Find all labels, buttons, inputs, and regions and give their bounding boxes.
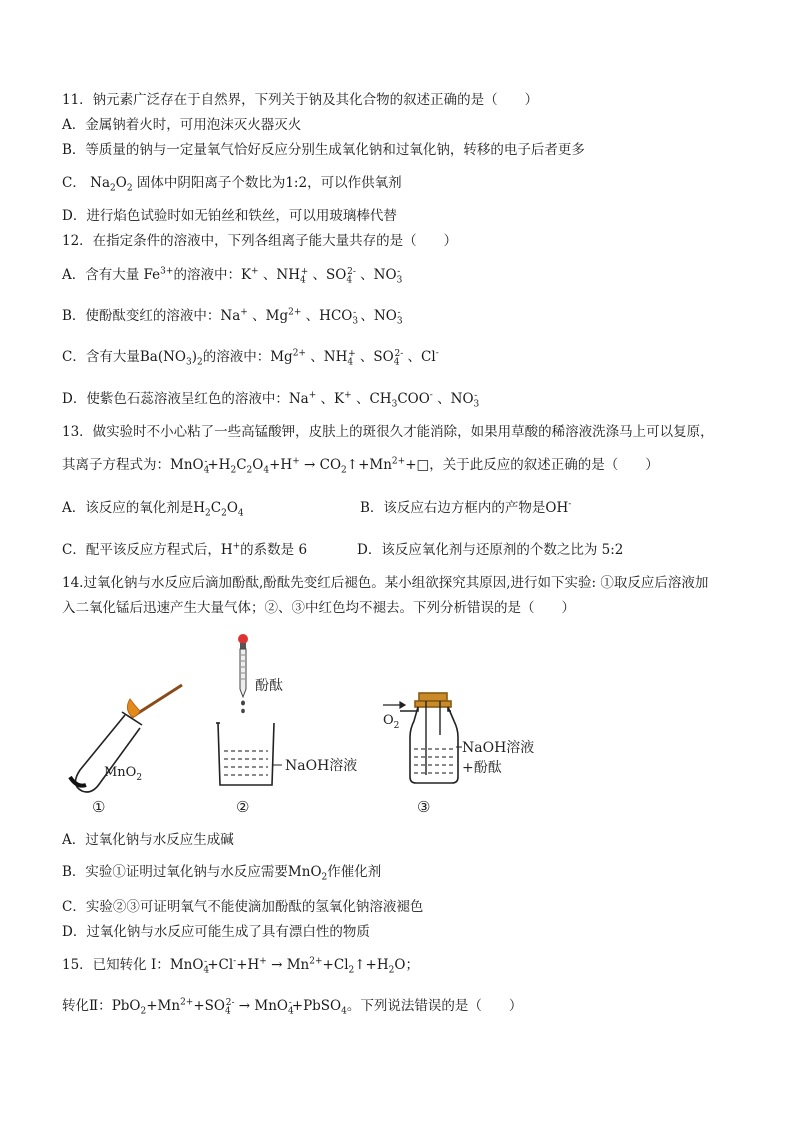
experiment-3-number: ③ bbox=[417, 798, 431, 816]
q13-option-c: C．配平该反应方程式后，H+的系数是 6 bbox=[62, 541, 308, 558]
oxygen-label: $O_2$ bbox=[383, 713, 400, 731]
mno2-label: MnO$_2$ bbox=[104, 765, 143, 783]
q12-d-prefix: D．使紫色石蕊溶液呈红色的溶液中： bbox=[62, 391, 289, 407]
q14-option-d: D．过氧化钠与水反应可能生成了具有漂白性的物质 bbox=[62, 924, 370, 940]
q11-c-text: 固体中阴阳离子个数比为1:2，可以作供氧剂 bbox=[136, 175, 402, 191]
q12-a-mid: 的溶液中： bbox=[173, 267, 241, 283]
q11-option-a: A．金属钠着火时，可用泡沫灭火器灭火 bbox=[62, 117, 302, 133]
q15-line2-suffix: 。下列说法错误的是（ ） bbox=[346, 998, 523, 1014]
naoh-label-2: NaOH溶液 bbox=[285, 758, 358, 774]
experiment-2-number: ② bbox=[236, 798, 250, 816]
q13-stem-line1: 13．做实验时不小心粘了一些高锰酸钾，皮肤上的斑很久才能消除，如果用草酸的稀溶液洗涤马上可以复原， bbox=[62, 424, 714, 440]
gas-bottle-diagram bbox=[400, 693, 462, 783]
q12-option-b: B．使酚酞变红的溶液中：Na+ 、$Mg^{2+}$ 、$HCO_3^-$ 、$NO_3^-$ bbox=[62, 307, 403, 327]
q13-a-prefix: A．该反应的氧化剂是 bbox=[62, 500, 194, 516]
gas-arrow-icon bbox=[383, 702, 405, 708]
beaker-diagram bbox=[216, 723, 282, 785]
q13-c-prefix: C．配平该反应方程式后， bbox=[62, 542, 221, 558]
q13-option-d: D．该反应氧化剂与还原剂的个数之比为 5:2 bbox=[357, 542, 624, 558]
q13-b-prefix: B．该反应右边方框内的产物是 bbox=[360, 500, 546, 516]
q14-b-suffix: 作催化剂 bbox=[327, 864, 382, 880]
q12-stem: 12．在指定条件的溶液中，下列各组离子能大量共存的是（ ） bbox=[62, 233, 458, 249]
q12-option-c: C．含有大量$Ba(NO_3)_2$的溶液中：$Mg^{2+}$ 、$NH_4^+$ 、$SO_4^{2-}$ 、Cl- bbox=[62, 348, 439, 368]
phenolphthalein-label: 酚酞 bbox=[255, 678, 283, 694]
experiment-1-number: ① bbox=[92, 798, 106, 816]
q13-option-a: A．该反应的氧化剂是$H_2C_2O_4$ bbox=[62, 500, 244, 519]
q13-stem-prefix: 其离子方程式为： bbox=[62, 457, 170, 473]
q15-line2: 转化Ⅱ：$PbO_2+Mn^{2+}+SO_4^{2-}$ → MnO$_4$-+PbSO$_4$。下列说法错误的是（ ） bbox=[62, 997, 523, 1017]
q15-line1-prefix: 15．已知转化 I： bbox=[62, 957, 170, 973]
q11-option-c: C． $Na_2O_2$ 固体中阴阳离子个数比为1:2，可以作供氧剂 bbox=[62, 175, 402, 194]
q12-option-d: D．使紫色石蕊溶液呈红色的溶液中：Na+ 、K+ 、$CH_3COO^-$ 、$NO_3^-$ bbox=[62, 390, 480, 410]
q14-option-a: A．过氧化钠与水反应生成碱 bbox=[62, 832, 234, 848]
q15-line2-prefix: 转化Ⅱ： bbox=[62, 998, 112, 1014]
q13-option-b: B．该反应右边方框内的产物是OH- bbox=[360, 499, 572, 516]
q11-c-prefix: C． bbox=[62, 175, 86, 191]
dropper-icon bbox=[238, 634, 248, 713]
q11-stem: 11．钠元素广泛存在于自然界，下列关于钠及其化合物的叙述正确的是（ ） bbox=[62, 92, 539, 108]
q12-b-prefix: B．使酚酞变红的溶液中： bbox=[62, 308, 221, 324]
q12-c-mid: 的溶液中： bbox=[202, 349, 271, 365]
q14-option-c: C．实验②③可证明氧气不能使滴加酚酞的氢氧化钠溶液褪色 bbox=[62, 899, 424, 915]
q12-a-prefix: A．含有大量 bbox=[62, 267, 140, 283]
q13-stem-line2: 其离子方程式为：$MnO_4^-+H_2C_2O_4+H^+$ → $CO_2↑+Mn^{2+}+□$，关于此反应的叙述正确的是（ ） bbox=[62, 456, 659, 476]
q14-option-b: B．实验①证明过氧化钠与水反应需要MnO$_2$作催化剂 bbox=[62, 864, 382, 883]
q13-stem-suffix: ，关于此反应的叙述正确的是（ ） bbox=[429, 457, 659, 473]
q14-experiment-figure bbox=[0, 625, 794, 825]
q13-c-suffix: 的系数是 6 bbox=[240, 542, 308, 558]
q14-stem-line1: 14.过氧化钠与水反应后滴加酚酞,酚酞先变红后褪色。某小组欲探究其原因,进行如下实验: ①取反应后溶液加 bbox=[62, 575, 709, 591]
q15-line1-suffix: ； bbox=[405, 957, 419, 973]
q14-b-prefix: B．实验①证明过氧化钠与水反应需要 bbox=[62, 864, 288, 880]
q11-option-b: B．等质量的钠与一定量氧气恰好反应分别生成氧化钠和过氧化钠，转移的电子后者更多 bbox=[62, 142, 585, 158]
q12-c-prefix: C．含有大量 bbox=[62, 349, 140, 365]
q14-stem-line2: 入二氧化锰后迅速产生大量气体；②、③中红色均不褪去。下列分析错误的是（ ） bbox=[62, 600, 575, 616]
q15-line1: 15．已知转化 I：$MnO_4^-+Cl^-+H^+ \to Mn^{2+}+Cl_2↑+H_2O$； bbox=[62, 956, 419, 976]
q12-option-a: A．含有大量 $Fe^{3+}$的溶液中：K+ 、$NH_4^+$ 、$SO_4^{2-}$ 、$NO_3^-$ bbox=[62, 266, 403, 286]
q11-option-d: D．进行焰色试验时如无铂丝和铁丝，可以用玻璃棒代替 bbox=[62, 208, 397, 224]
naoh-label-3: NaOH溶液 bbox=[462, 740, 535, 756]
phenolphthalein-label-3: +酚酞 bbox=[462, 760, 502, 776]
